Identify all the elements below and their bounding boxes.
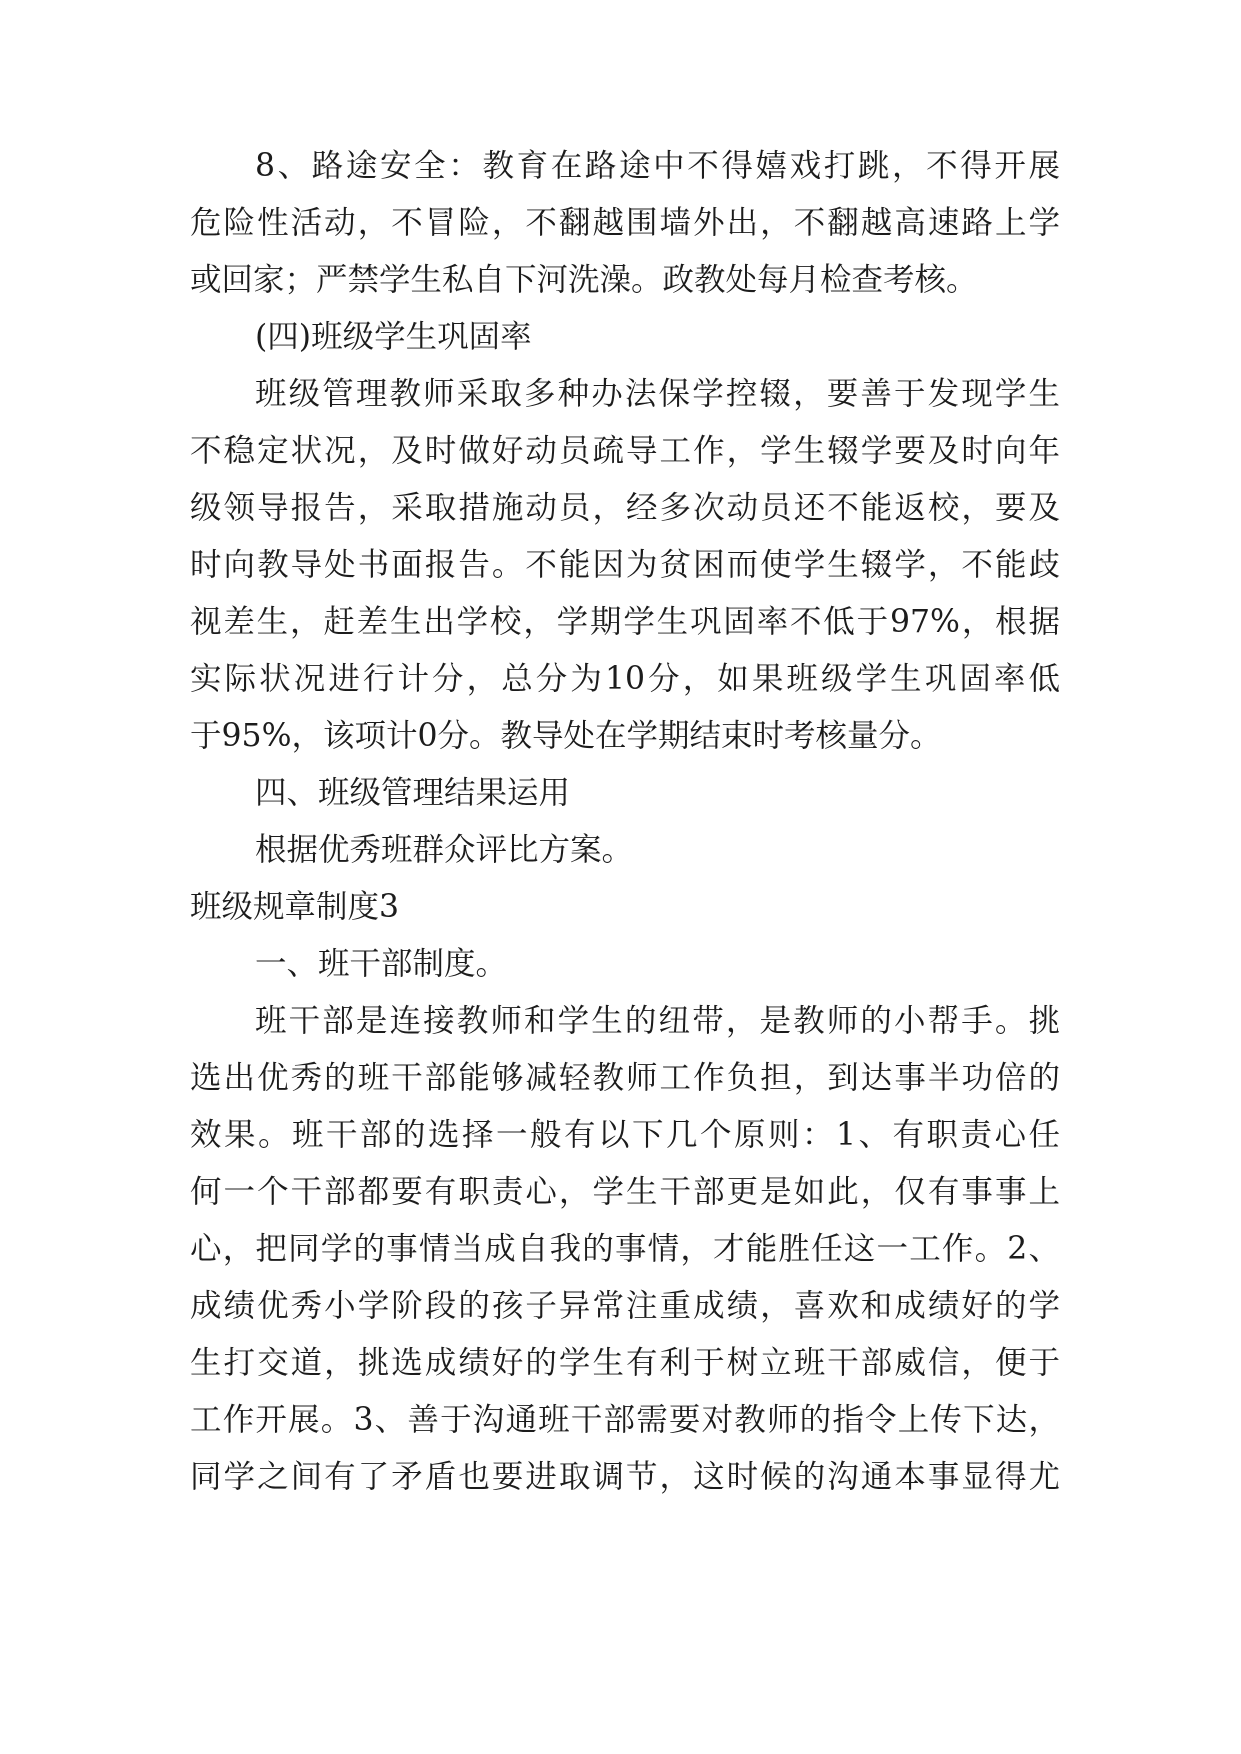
text-line: 同学之间有了矛盾也要进取调节，这时候的沟通本事显得尤 — [190, 1459, 1060, 1495]
text-line: 级领导报告，采取措施动员，经多次动员还不能返校，要及 — [190, 490, 1060, 526]
text-line: 生打交道，挑选成绩好的学生有利于树立班干部威信，便于 — [190, 1345, 1060, 1381]
section-heading: (四)班级学生巩固率 — [255, 319, 532, 355]
text-line: 工作开展。3、善于沟通班干部需要对教师的指令上传下达， — [190, 1402, 1060, 1438]
text-line: 班干部是连接教师和学生的纽带，是教师的小帮手。挑 — [255, 1003, 1060, 1039]
text-line: 班级管理教师采取多种办法保学控辍，要善于发现学生 — [255, 376, 1060, 412]
text-line: 8、路途安全：教育在路途中不得嬉戏打跳，不得开展 — [255, 148, 1060, 184]
text-line: 或回家；严禁学生私自下河洗澡。政教处每月检查考核。 — [190, 262, 978, 298]
section-heading: 四、班级管理结果运用 — [255, 775, 571, 811]
text-line: 实际状况进行计分，总分为10分，如果班级学生巩固率低 — [190, 661, 1060, 697]
text-line: 不稳定状况，及时做好动员疏导工作，学生辍学要及时向年 — [190, 433, 1060, 469]
text-line: 根据优秀班群众评比方案。 — [255, 832, 634, 868]
text-line: 选出优秀的班干部能够减轻教师工作负担，到达事半功倍的 — [190, 1060, 1060, 1096]
text-line: 效果。班干部的选择一般有以下几个原则：1、有职责心任 — [190, 1117, 1060, 1153]
text-line: 时向教导处书面报告。不能因为贫困而使学生辍学，不能歧 — [190, 547, 1060, 583]
text-line: 何一个干部都要有职责心，学生干部更是如此，仅有事事上 — [190, 1174, 1060, 1210]
text-line: 视差生，赶差生出学校，学期学生巩固率不低于97%，根据 — [190, 604, 1060, 640]
text-line: 危险性活动，不冒险，不翻越围墙外出，不翻越高速路上学 — [190, 205, 1060, 241]
text-line: 成绩优秀小学阶段的孩子异常注重成绩，喜欢和成绩好的学 — [190, 1288, 1060, 1324]
section-heading: 一、班干部制度。 — [255, 946, 508, 982]
chapter-title: 班级规章制度3 — [190, 889, 400, 925]
text-line: 心，把同学的事情当成自我的事情，才能胜任这一工作。2、 — [190, 1231, 1060, 1267]
text-line: 于95%，该项计0分。教导处在学期结束时考核量分。 — [190, 718, 942, 754]
